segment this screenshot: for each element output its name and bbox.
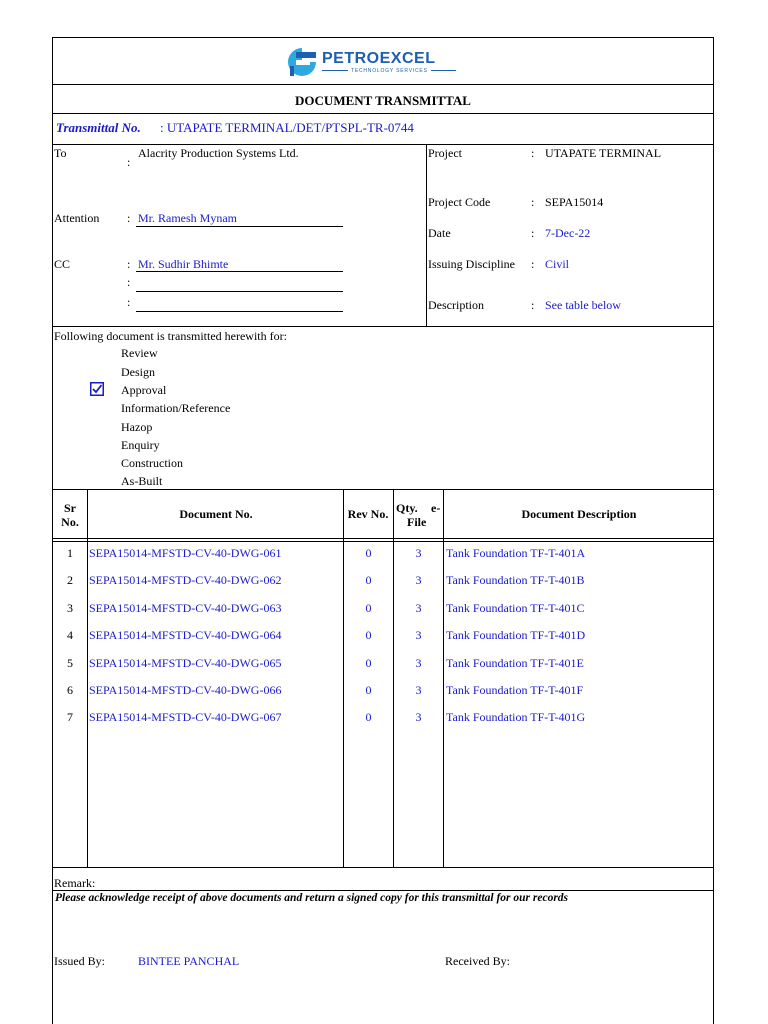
to-label: To: [54, 146, 67, 160]
divider: [52, 541, 714, 542]
purpose-heading: Following document is transmitted herewith for:: [54, 329, 287, 343]
row-sr: 1: [67, 546, 73, 560]
col-header-description: Document Description: [521, 507, 637, 521]
purpose-option-enquiry: Enquiry: [121, 438, 160, 452]
project-value: UTAPATE TERMINAL: [545, 146, 662, 160]
underline: [136, 271, 343, 272]
company-logo: [286, 44, 462, 80]
row-rev: 0: [365, 546, 372, 560]
row-qty: 3: [415, 710, 422, 724]
col-header-sr: Sr No.: [61, 501, 79, 529]
description-label: Description: [428, 298, 484, 312]
row-doc-no[interactable]: SEPA15014-MFSTD-CV-40-DWG-061: [89, 546, 282, 560]
date-colon: :: [531, 226, 535, 240]
cc-value: Mr. Sudhir Bhimte: [138, 257, 229, 271]
issued-by-label: Issued By:: [54, 954, 105, 968]
row-rev: 0: [365, 628, 372, 642]
row-qty: 3: [415, 546, 422, 560]
row-rev: 0: [365, 601, 372, 615]
transmittal-label: Transmittal No.: [56, 120, 141, 135]
purpose-option-as-built: As-Built: [121, 474, 163, 488]
remark-text: Please acknowledge receipt of above documents and return a signed copy for this transmittal for our records: [55, 892, 569, 904]
divider: [52, 489, 714, 490]
underline: [136, 291, 343, 292]
purpose-option-construction: Construction: [121, 456, 183, 470]
row-sr: 3: [67, 601, 73, 615]
project-colon: :: [531, 146, 535, 160]
row-description: Tank Foundation TF-T-401B: [446, 573, 585, 587]
project-label: Project: [428, 146, 462, 160]
row-description: Tank Foundation TF-T-401G: [446, 710, 586, 724]
project-code-colon: :: [531, 195, 535, 209]
purpose-option-approval: Approval: [121, 383, 167, 397]
divider-vertical: [426, 144, 427, 326]
row-sr: 7: [67, 710, 73, 724]
row-qty: 3: [415, 601, 422, 615]
row-qty: 3: [415, 656, 422, 670]
row-description: Tank Foundation TF-T-401A: [446, 546, 586, 560]
row-sr: 5: [67, 656, 73, 670]
row-sr: 2: [67, 573, 73, 587]
row-qty: 3: [415, 683, 422, 697]
project-code-label: Project Code: [428, 195, 491, 209]
logo-name: PETROEXCEL: [322, 50, 436, 67]
cc-colon-2: :: [127, 275, 131, 289]
purpose-option-design: Design: [121, 365, 155, 379]
row-doc-no[interactable]: SEPA15014-MFSTD-CV-40-DWG-063: [89, 601, 282, 615]
row-doc-no[interactable]: SEPA15014-MFSTD-CV-40-DWG-066: [89, 683, 282, 697]
checkbox-checked-icon[interactable]: [90, 382, 104, 396]
to-colon: :: [127, 155, 131, 169]
cc-colon-3: :: [127, 295, 131, 309]
attention-label: Attention: [54, 211, 100, 225]
divider: [52, 867, 714, 868]
discipline-colon: :: [531, 257, 535, 271]
attention-colon: :: [127, 211, 131, 225]
col-header-doc-no: Document No.: [179, 507, 253, 521]
row-doc-no[interactable]: SEPA15014-MFSTD-CV-40-DWG-067: [89, 710, 282, 724]
divider: [52, 84, 714, 85]
row-description: Tank Foundation TF-T-401D: [446, 628, 586, 642]
col-header-rev: Rev No.: [347, 507, 389, 521]
row-sr: 4: [67, 628, 73, 642]
divider: [52, 326, 714, 327]
received-by-label: Received By:: [445, 954, 510, 968]
row-description: Tank Foundation TF-T-401C: [446, 601, 585, 615]
discipline-label: Issuing Discipline: [428, 257, 515, 271]
row-rev: 0: [365, 710, 372, 724]
description-value: See table below: [545, 298, 621, 312]
row-doc-no[interactable]: SEPA15014-MFSTD-CV-40-DWG-064: [89, 628, 282, 642]
date-value: 7-Dec-22: [545, 226, 591, 240]
divider-vertical: [443, 489, 444, 867]
underline: [136, 311, 343, 312]
row-doc-no[interactable]: SEPA15014-MFSTD-CV-40-DWG-065: [89, 656, 282, 670]
description-colon: :: [531, 298, 535, 312]
logo-tagline: TECHNOLOGY SERVICES: [348, 68, 431, 74]
page-title: DOCUMENT TRANSMITTAL: [295, 93, 471, 108]
row-sr: 6: [67, 683, 73, 697]
divider: [52, 890, 714, 891]
divider: [52, 538, 714, 539]
row-rev: 0: [365, 656, 372, 670]
project-code-value: SEPA15014: [545, 195, 604, 209]
row-description: Tank Foundation TF-T-401F: [446, 683, 584, 697]
discipline-value: Civil: [545, 257, 570, 271]
row-rev: 0: [365, 683, 372, 697]
to-value: Alacrity Production Systems Ltd.: [138, 146, 299, 160]
purpose-option-information: Information/Reference: [121, 401, 231, 415]
logo-mark-icon: [286, 46, 318, 78]
cc-colon: :: [127, 257, 131, 271]
row-doc-no[interactable]: SEPA15014-MFSTD-CV-40-DWG-062: [89, 573, 282, 587]
underline: [136, 226, 343, 227]
remark-label: Remark:: [54, 876, 96, 890]
date-label: Date: [428, 226, 451, 240]
attention-value: Mr. Ramesh Mynam: [138, 211, 237, 225]
issued-by-value: BINTEE PANCHAL: [138, 954, 240, 968]
row-description: Tank Foundation TF-T-401E: [446, 656, 584, 670]
purpose-option-review: Review: [121, 346, 158, 360]
row-qty: 3: [415, 628, 422, 642]
cc-label: CC: [54, 257, 71, 271]
document-frame: [52, 37, 714, 1024]
row-rev: 0: [365, 573, 372, 587]
divider: [52, 113, 714, 114]
divider: [52, 144, 714, 145]
purpose-option-hazop: Hazop: [121, 420, 153, 434]
transmittal-number: : UTAPATE TERMINAL/DET/PTSPL-TR-0744: [160, 120, 414, 135]
row-qty: 3: [415, 573, 422, 587]
